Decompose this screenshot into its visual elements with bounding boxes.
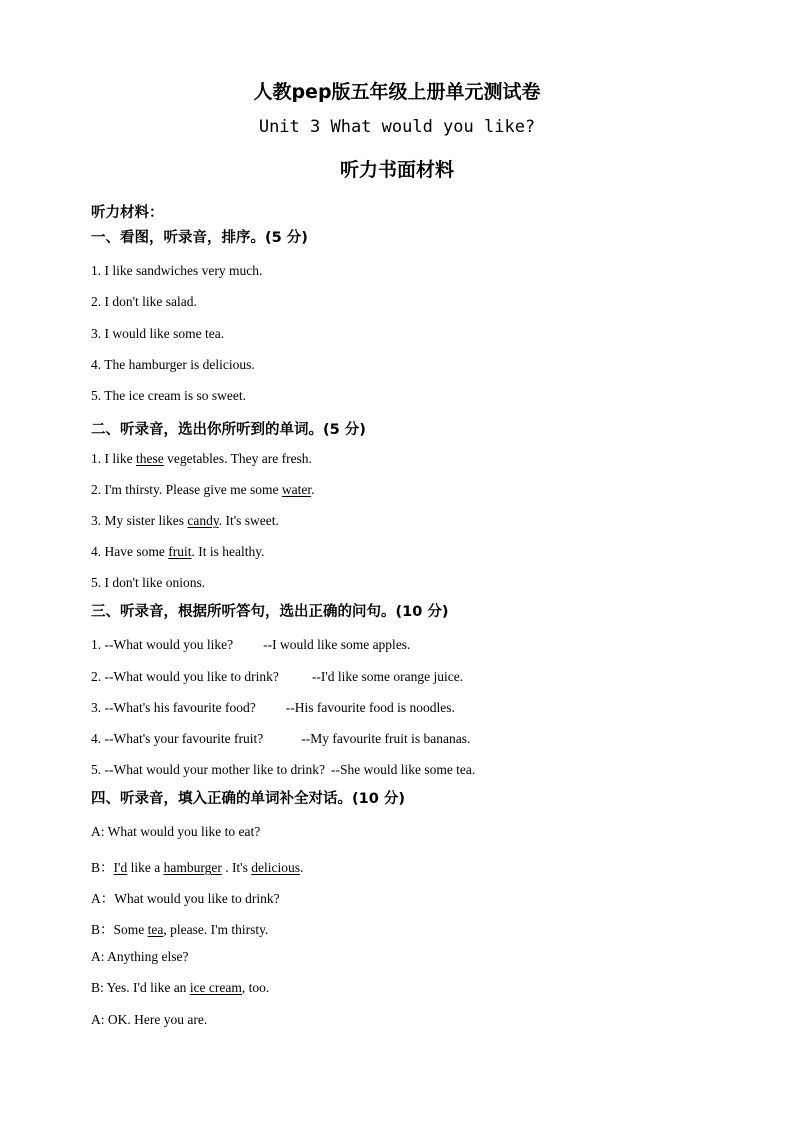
item-text: . It's sweet. — [218, 513, 279, 528]
dialogue-text: . — [300, 860, 304, 875]
section-3-item-1 — [91, 637, 410, 653]
question-text: 1. --What would you like? — [91, 637, 234, 652]
question-text: 5. --What would your mother like to drink? — [91, 762, 325, 777]
section-1-heading: 一、看图，听录音，排序。(5 分) — [91, 230, 308, 246]
section-2-item-5 — [91, 575, 205, 591]
section-2-heading: 二、听录音，选出你所听到的单词。(5 分) — [91, 422, 366, 438]
section-2-item-3 — [91, 513, 279, 529]
answer-word: tea — [147, 922, 164, 937]
dialogue-text: B： — [91, 860, 114, 875]
item-text: . — [311, 482, 315, 497]
section-1-item-2: 2. I don't like salad. — [91, 294, 197, 309]
intro-label: 听力材料： — [91, 205, 164, 221]
answer-word: hamburger — [163, 860, 222, 875]
item-text: 3. My sister likes — [91, 513, 188, 528]
question-text: 4. --What's your favourite fruit? — [91, 731, 264, 746]
item-text: 4. Have some — [91, 544, 169, 559]
dialogue-line-2 — [91, 856, 303, 876]
question-text: 2. --What would you like to drink? — [91, 669, 279, 684]
document-title: 人教pep版五年级上册单元测试卷 — [253, 81, 541, 103]
section-2-item-4 — [91, 544, 264, 560]
dialogue-line-1: A: What would you like to eat? — [91, 824, 261, 839]
item-text: 2. I'm thirsty. Please give me some — [91, 482, 282, 497]
answer-text: --I'd like some orange juice. — [311, 669, 464, 684]
question-text: 3. --What's his favourite food? — [91, 700, 256, 715]
answer-word: delicious — [251, 860, 300, 875]
item-text: 1. I like — [91, 451, 136, 466]
section-3-item-4 — [91, 731, 470, 747]
answer-text: --His favourite food is noodles. — [285, 700, 455, 715]
answer-text: --My favourite fruit is bananas. — [301, 731, 471, 746]
dialogue-text: , please. I'm thirsty. — [163, 922, 269, 937]
answer-word: water — [281, 482, 312, 497]
answer-word: fruit — [168, 544, 192, 559]
dialogue-line-3: A：What would you like to drink? — [91, 891, 280, 906]
section-3-item-2 — [91, 669, 463, 685]
answer-word: candy — [187, 513, 219, 528]
dialogue-line-4 — [91, 918, 268, 938]
dialogue-text: like a — [127, 860, 164, 875]
answer-word: ice cream — [189, 980, 242, 995]
answer-text: --She would like some tea. — [330, 762, 476, 777]
section-1-item-4: 4. The hamburger is delicious. — [91, 357, 255, 372]
dialogue-text: B：Some — [91, 922, 148, 937]
section-1-item-5: 5. The ice cream is so sweet. — [91, 388, 246, 403]
item-text: vegetables. They are fresh. — [163, 451, 312, 466]
dialogue-text: , too. — [241, 980, 270, 995]
dialogue-line-6 — [91, 980, 269, 996]
item-text: . It is healthy. — [191, 544, 265, 559]
unit-title: Unit 3 What would you like? — [258, 117, 536, 137]
section-1-item-1: 1. I like sandwiches very much. — [91, 263, 263, 278]
section-3-item-5 — [91, 762, 475, 778]
section-3-heading: 三、听录音，根据所听答句，选出正确的问句。(10 分) — [91, 604, 449, 620]
dialogue-text: . It's — [221, 860, 252, 875]
section-4-heading: 四、听录音，填入正确的单词补全对话。(10 分) — [91, 791, 405, 807]
document-subtitle: 听力书面材料 — [339, 159, 454, 181]
answer-word: these — [136, 451, 164, 466]
section-2-item-2 — [91, 482, 315, 498]
answer-word: I'd — [113, 860, 128, 875]
dialogue-text: B: Yes. I'd like an — [91, 980, 190, 995]
dialogue-line-5: A: Anything else? — [91, 949, 189, 964]
dialogue-line-7: A: OK. Here you are. — [91, 1012, 208, 1027]
section-2-item-1 — [91, 451, 312, 467]
section-3-item-3 — [91, 700, 455, 716]
section-1-item-3: 3. I would like some tea. — [91, 326, 225, 341]
item-text: 5. I don't like onions. — [91, 575, 206, 590]
answer-text: --I would like some apples. — [263, 637, 411, 652]
